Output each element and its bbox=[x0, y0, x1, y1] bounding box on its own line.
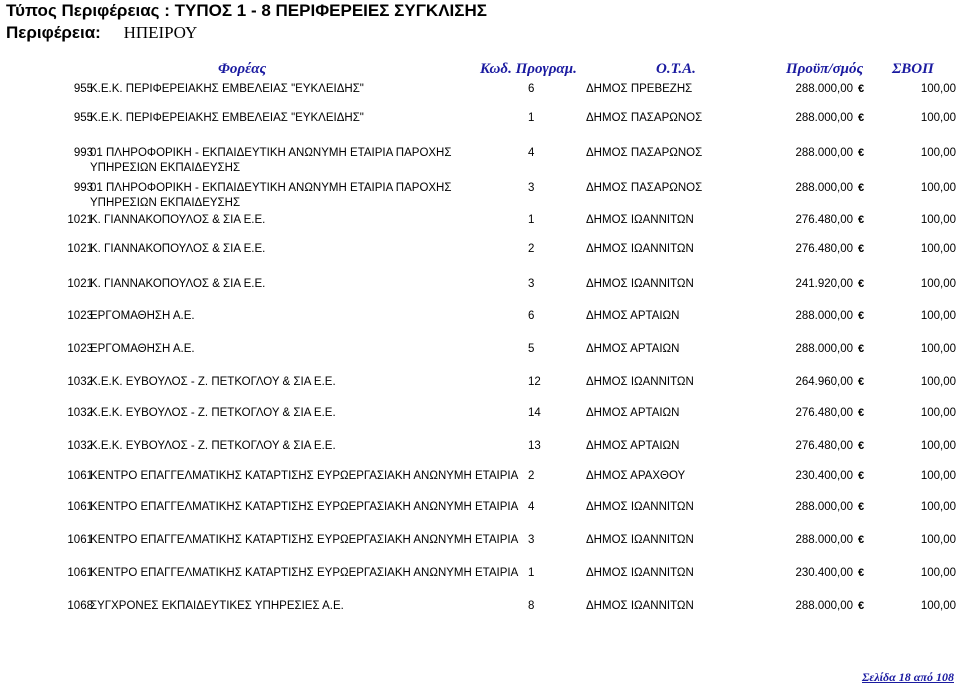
row-sbop: 100,00 bbox=[920, 600, 956, 612]
row-code: 955 bbox=[73, 112, 93, 124]
row-code: 1061 bbox=[67, 567, 93, 579]
row-agency-name: Κ. ΓΙΑΝΝΑΚΟΠΟΥΛΟΣ & ΣΙΑ Ε.Ε. bbox=[90, 278, 266, 290]
row-budget: 288.000,00 bbox=[795, 534, 853, 546]
row-code: 993 bbox=[73, 182, 93, 194]
row-ota: ΔΗΜΟΣ ΠΡΕΒΕΖΗΣ bbox=[586, 83, 693, 95]
row-code: 1032 bbox=[67, 376, 93, 388]
row-sbop: 100,00 bbox=[920, 310, 956, 322]
row-code: 1061 bbox=[67, 501, 93, 513]
row-sbop: 100,00 bbox=[920, 567, 956, 579]
row-program-code: 4 bbox=[528, 147, 535, 159]
row-agency-name: ΚΕΝΤΡΟ ΕΠΑΓΓΕΛΜΑΤΙΚΗΣ ΚΑΤΑΡΤΙΣΗΣ ΕΥΡΩΕΡΓΑΣΙΑΚΗ ΑΝΩΝΥΜΗ ΕΤΑΙΡΙΑ bbox=[90, 567, 519, 579]
row-code: 1023 bbox=[67, 343, 93, 355]
row-agency-name: Κ.Ε.Κ. ΕΥΒΟΥΛΟΣ - Ζ. ΠΕΤΚΟΓΛΟΥ & ΣΙΑ Ε.Ε. bbox=[90, 376, 336, 388]
region-value: ΗΠΕΙΡΟΥ bbox=[123, 23, 198, 42]
row-agency-name: ΕΡΓΟΜΑΘΗΣΗ Α.Ε. bbox=[90, 310, 195, 322]
column-header-ota: Ο.Τ.Α. bbox=[656, 61, 696, 77]
row-agency-name: Κ.Ε.Κ. ΠΕΡΙΦΕΡΕΙΑΚΗΣ ΕΜΒΕΛΕΙΑΣ "ΕΥΚΛΕΙΔΗΣ" bbox=[90, 112, 364, 124]
row-agency-name: Κ.Ε.Κ. ΕΥΒΟΥΛΟΣ - Ζ. ΠΕΤΚΟΓΛΟΥ & ΣΙΑ Ε.Ε. bbox=[90, 440, 336, 452]
row-code: 1061 bbox=[67, 470, 93, 482]
euro-symbol: € bbox=[858, 112, 865, 124]
column-header-program-code: Κωδ. Προγραμ. bbox=[480, 61, 577, 77]
row-ota: ΔΗΜΟΣ ΙΩΑΝΝΙΤΩΝ bbox=[586, 214, 694, 226]
row-budget: 288.000,00 bbox=[795, 343, 853, 355]
row-ota: ΔΗΜΟΣ ΙΩΑΝΝΙΤΩΝ bbox=[586, 567, 694, 579]
euro-symbol: € bbox=[858, 182, 865, 194]
row-budget: 230.400,00 bbox=[795, 470, 853, 482]
row-budget: 288.000,00 bbox=[795, 501, 853, 513]
row-budget: 288.000,00 bbox=[795, 182, 853, 194]
row-agency-name: 01 ΠΛΗΡΟΦΟΡΙΚΗ - ΕΚΠΑΙΔΕΥΤΙΚΗ ΑΝΩΝΥΜΗ ΕΤΑΙΡΙΑ ΠΑΡΟΧΗΣ ΥΠΗΡΕΣΙΩΝ ΕΚΠΑΙΔΕΥΣΗΣ bbox=[90, 147, 452, 174]
row-sbop: 100,00 bbox=[920, 343, 956, 355]
row-budget: 288.000,00 bbox=[795, 310, 853, 322]
euro-symbol: € bbox=[858, 278, 865, 290]
row-program-code: 4 bbox=[528, 501, 535, 513]
region-label: Περιφέρεια: bbox=[6, 23, 101, 42]
euro-symbol: € bbox=[858, 310, 865, 322]
row-code: 1032 bbox=[67, 407, 93, 419]
row-sbop: 100,00 bbox=[920, 214, 956, 226]
row-code: 1021 bbox=[67, 243, 93, 255]
euro-symbol: € bbox=[858, 534, 865, 546]
row-program-code: 3 bbox=[528, 534, 535, 546]
column-header-agency: Φορέας bbox=[218, 61, 267, 77]
row-ota: ΔΗΜΟΣ ΙΩΑΝΝΙΤΩΝ bbox=[586, 243, 694, 255]
row-program-code: 13 bbox=[528, 440, 541, 452]
row-code: 1068 bbox=[67, 600, 93, 612]
row-ota: ΔΗΜΟΣ ΑΡΤΑΙΩΝ bbox=[586, 310, 680, 322]
row-budget: 241.920,00 bbox=[795, 278, 853, 290]
row-agency-name: Κ.Ε.Κ. ΕΥΒΟΥΛΟΣ - Ζ. ΠΕΤΚΟΓΛΟΥ & ΣΙΑ Ε.Ε. bbox=[90, 407, 336, 419]
row-budget: 288.000,00 bbox=[795, 112, 853, 124]
row-sbop: 100,00 bbox=[920, 243, 956, 255]
euro-symbol: € bbox=[858, 214, 865, 226]
row-sbop: 100,00 bbox=[920, 501, 956, 513]
row-ota: ΔΗΜΟΣ ΙΩΑΝΝΙΤΩΝ bbox=[586, 376, 694, 388]
row-budget: 276.480,00 bbox=[795, 214, 853, 226]
row-sbop: 100,00 bbox=[920, 278, 956, 290]
row-ota: ΔΗΜΟΣ ΙΩΑΝΝΙΤΩΝ bbox=[586, 600, 694, 612]
row-agency-name: Κ. ΓΙΑΝΝΑΚΟΠΟΥΛΟΣ & ΣΙΑ Ε.Ε. bbox=[90, 243, 266, 255]
row-budget: 276.480,00 bbox=[795, 440, 853, 452]
euro-symbol: € bbox=[858, 147, 865, 159]
row-ota: ΔΗΜΟΣ ΑΡΤΑΙΩΝ bbox=[586, 440, 680, 452]
row-budget: 288.000,00 bbox=[795, 83, 853, 95]
row-program-code: 6 bbox=[528, 83, 535, 95]
row-code: 1032 bbox=[67, 440, 93, 452]
row-agency-name: ΕΡΓΟΜΑΘΗΣΗ Α.Ε. bbox=[90, 343, 195, 355]
row-code: 955 bbox=[73, 83, 93, 95]
row-ota: ΔΗΜΟΣ ΑΡΤΑΙΩΝ bbox=[586, 407, 680, 419]
euro-symbol: € bbox=[858, 470, 865, 482]
row-program-code: 2 bbox=[528, 470, 535, 482]
row-budget: 276.480,00 bbox=[795, 407, 853, 419]
row-sbop: 100,00 bbox=[920, 376, 956, 388]
page-title: Τύπος Περιφέρειας : ΤΥΠΟΣ 1 - 8 ΠΕΡΙΦΕΡΕΙΕΣ ΣΥΓΚΛΙΣΗΣ bbox=[6, 1, 487, 20]
row-budget: 288.000,00 bbox=[795, 600, 853, 612]
row-ota: ΔΗΜΟΣ ΙΩΑΝΝΙΤΩΝ bbox=[586, 501, 694, 513]
row-ota: ΔΗΜΟΣ ΠΑΣΑΡΩΝΟΣ bbox=[586, 182, 703, 194]
row-code: 1061 bbox=[67, 534, 93, 546]
row-program-code: 1 bbox=[528, 567, 535, 579]
row-agency-name: ΚΕΝΤΡΟ ΕΠΑΓΓΕΛΜΑΤΙΚΗΣ ΚΑΤΑΡΤΙΣΗΣ ΕΥΡΩΕΡΓΑΣΙΑΚΗ ΑΝΩΝΥΜΗ ΕΤΑΙΡΙΑ bbox=[90, 470, 519, 482]
row-program-code: 5 bbox=[528, 343, 535, 355]
euro-symbol: € bbox=[858, 440, 865, 452]
row-program-code: 1 bbox=[528, 112, 535, 124]
row-program-code: 3 bbox=[528, 278, 535, 290]
row-budget: 288.000,00 bbox=[795, 147, 853, 159]
column-header-budget: Προϋπ/σμός bbox=[786, 61, 864, 77]
row-agency-name: 01 ΠΛΗΡΟΦΟΡΙΚΗ - ΕΚΠΑΙΔΕΥΤΙΚΗ ΑΝΩΝΥΜΗ ΕΤΑΙΡΙΑ ΠΑΡΟΧΗΣ ΥΠΗΡΕΣΙΩΝ ΕΚΠΑΙΔΕΥΣΗΣ bbox=[90, 182, 452, 209]
row-sbop: 100,00 bbox=[920, 534, 956, 546]
euro-symbol: € bbox=[858, 83, 865, 95]
row-ota: ΔΗΜΟΣ ΑΡΑΧΘΟΥ bbox=[586, 470, 686, 482]
row-agency-name: ΚΕΝΤΡΟ ΕΠΑΓΓΕΛΜΑΤΙΚΗΣ ΚΑΤΑΡΤΙΣΗΣ ΕΥΡΩΕΡΓΑΣΙΑΚΗ ΑΝΩΝΥΜΗ ΕΤΑΙΡΙΑ bbox=[90, 534, 519, 546]
row-program-code: 3 bbox=[528, 182, 535, 194]
row-program-code: 12 bbox=[528, 376, 541, 388]
row-program-code: 2 bbox=[528, 243, 535, 255]
euro-symbol: € bbox=[858, 407, 865, 419]
region-line bbox=[6, 23, 197, 43]
row-sbop: 100,00 bbox=[920, 112, 956, 124]
row-sbop: 100,00 bbox=[920, 147, 956, 159]
row-agency-name: ΣΥΓΧΡΟΝΕΣ ΕΚΠΑΙΔΕΥΤΙΚΕΣ ΥΠΗΡΕΣΙΕΣ Α.Ε. bbox=[90, 600, 344, 612]
row-code: 1021 bbox=[67, 278, 93, 290]
row-code: 993 bbox=[73, 147, 93, 159]
euro-symbol: € bbox=[858, 600, 865, 612]
row-ota: ΔΗΜΟΣ ΙΩΑΝΝΙΤΩΝ bbox=[586, 278, 694, 290]
column-header-sbop: ΣΒΟΠ bbox=[892, 61, 934, 77]
row-program-code: 8 bbox=[528, 600, 535, 612]
page-number: Σελίδα 18 από 108 bbox=[862, 670, 954, 684]
row-ota: ΔΗΜΟΣ ΑΡΤΑΙΩΝ bbox=[586, 343, 680, 355]
row-agency-name: Κ.Ε.Κ. ΠΕΡΙΦΕΡΕΙΑΚΗΣ ΕΜΒΕΛΕΙΑΣ "ΕΥΚΛΕΙΔΗΣ" bbox=[90, 83, 364, 95]
euro-symbol: € bbox=[858, 243, 865, 255]
row-sbop: 100,00 bbox=[920, 83, 956, 95]
euro-symbol: € bbox=[858, 376, 865, 388]
row-budget: 230.400,00 bbox=[795, 567, 853, 579]
row-budget: 264.960,00 bbox=[795, 376, 853, 388]
row-budget: 276.480,00 bbox=[795, 243, 853, 255]
row-agency-name: ΚΕΝΤΡΟ ΕΠΑΓΓΕΛΜΑΤΙΚΗΣ ΚΑΤΑΡΤΙΣΗΣ ΕΥΡΩΕΡΓΑΣΙΑΚΗ ΑΝΩΝΥΜΗ ΕΤΑΙΡΙΑ bbox=[90, 501, 519, 513]
row-code: 1023 bbox=[67, 310, 93, 322]
row-sbop: 100,00 bbox=[920, 407, 956, 419]
row-ota: ΔΗΜΟΣ ΠΑΣΑΡΩΝΟΣ bbox=[586, 147, 703, 159]
row-program-code: 1 bbox=[528, 214, 535, 226]
euro-symbol: € bbox=[858, 343, 865, 355]
row-ota: ΔΗΜΟΣ ΠΑΣΑΡΩΝΟΣ bbox=[586, 112, 703, 124]
row-program-code: 14 bbox=[528, 407, 541, 419]
row-sbop: 100,00 bbox=[920, 182, 956, 194]
row-program-code: 6 bbox=[528, 310, 535, 322]
row-code: 1021 bbox=[67, 214, 93, 226]
row-agency-name: Κ. ΓΙΑΝΝΑΚΟΠΟΥΛΟΣ & ΣΙΑ Ε.Ε. bbox=[90, 214, 266, 226]
euro-symbol: € bbox=[858, 501, 865, 513]
row-ota: ΔΗΜΟΣ ΙΩΑΝΝΙΤΩΝ bbox=[586, 534, 694, 546]
row-sbop: 100,00 bbox=[920, 440, 956, 452]
row-sbop: 100,00 bbox=[920, 470, 956, 482]
euro-symbol: € bbox=[858, 567, 865, 579]
